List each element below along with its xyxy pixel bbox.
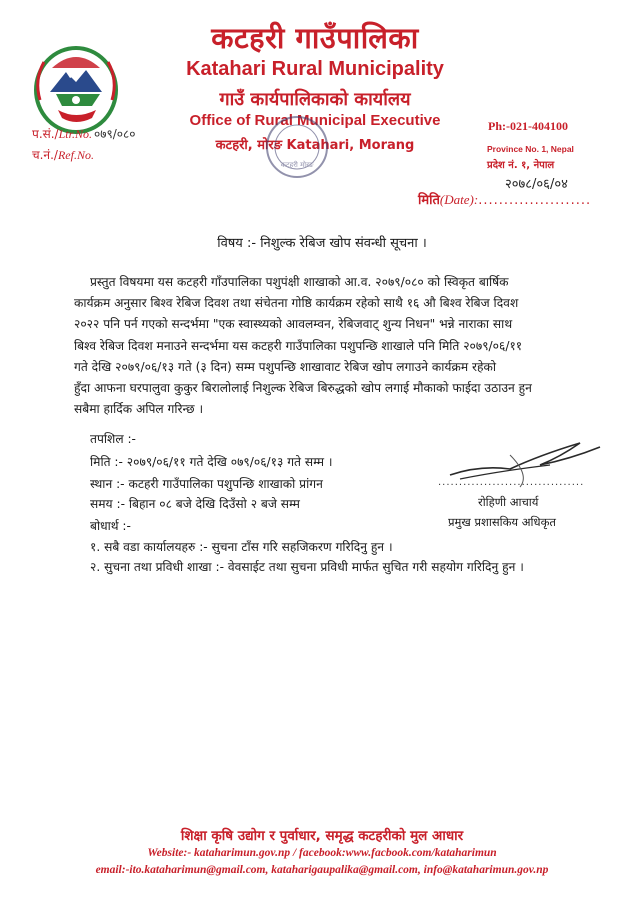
phone-number: Ph:-021-404100: [488, 119, 568, 133]
letter-number-label-np: प.सं./: [32, 127, 59, 141]
cc-heading: बोधार्थ :-: [90, 519, 131, 533]
signatory-name: रोहिणी आचार्य: [478, 495, 539, 509]
date-label-np: मिति: [418, 193, 440, 208]
paragraph-line: गते देखि २०७९/०६/१३ गते (३ दिन) सम्म पशुपन्छि शाखावाट रेबिज खोप लगाउने कार्यक्रम रहेको: [74, 359, 496, 374]
reference-number-label-en: Ref.No.: [57, 148, 94, 162]
letter-number-row: [32, 125, 135, 142]
office-title-np: गाउँ कार्यपालिकाको कार्यालय: [219, 89, 411, 110]
stamp-text: कटहरी मोरङ: [280, 161, 314, 169]
footer-tagline: शिक्षा कृषि उद्योग र पुर्वाधार, समृद्ध कटहरीको मुल आधार: [180, 828, 464, 844]
details-heading: तपशिल :-: [90, 432, 136, 446]
event-time: समय :- बिहान ०८ बजे देखि दिउँसो २ बजे सम्म: [90, 497, 300, 511]
paragraph-line: सबैमा हार्दिक अपिल गरिन्छ ।: [74, 402, 204, 417]
cc-item-ward-offices: १. सबै वडा कार्यालयहरु :- सुचना टाँस गरि सहजिकरण गरिदिनु हुन ।: [90, 540, 393, 554]
letter-number-value: ०७९/०८०: [93, 127, 136, 141]
subject-line: विषय :- निशुल्क रेबिज खोप संवन्धी सूचना ।: [217, 236, 427, 251]
paragraph-line: हुँदा आफना घरपालुवा कुकुर बिरालोलाई निशुल्क रेबिज बिरुद्धको खोप लगाई मौकाको फाईदा उठाउन हुन: [74, 381, 532, 396]
paragraph-line: २०२२ पनि पर्न गएको सन्दर्भमा "एक स्वास्थ्यको आवलम्वन, रेबिजवाट् शुन्य निधन" भन्ने नाराका साथ: [74, 317, 513, 332]
reference-number-row: [32, 146, 94, 163]
municipality-title-en: Katahari Rural Municipality: [186, 58, 444, 80]
letter-number-label-en: Ltr.No.: [58, 127, 92, 141]
event-date: मिति :- २०७९/०६/११ गते देखि ०७९/०६/१३ गते सम्म ।: [90, 455, 333, 469]
paragraph-line: कार्यक्रम अनुसार बिश्व रेबिज दिवश तथा संचेतना गोष्ठि कार्यक्रम रहेको साथै १६ औ बिश्व रेबिज दिवश: [74, 296, 519, 311]
paragraph-line: बिश्व रेबिज दिवश मनाउने सन्दर्भमा यस कटहरी गाउँपालिका पशुपन्छि शाखाले पनि मिति २०७९/०६/११: [74, 338, 523, 353]
footer-website: Website:- kataharimun.gov.np / facebook:www.facbook.com/kataharimun: [147, 847, 497, 859]
date-value: २०७८/०६/०४: [505, 177, 568, 192]
date-label-row: [418, 190, 591, 208]
date-label-en: (Date):: [439, 192, 479, 207]
event-venue: स्थान :- कटहरी गाउँपालिका पशुपन्छि शाखाको प्रांगन: [90, 477, 323, 491]
signatory-title: प्रमुख प्रशासकिय अधिकृत: [448, 515, 556, 529]
signature-dots: ...................................: [438, 477, 585, 488]
reference-number-label-np: च.नं./: [32, 148, 58, 162]
office-title-en: Office of Rural Municipal Executive: [189, 112, 441, 129]
notice-paragraph: [74, 272, 610, 420]
nepal-emblem-icon: [30, 40, 122, 138]
province-en: Province No. 1, Nepal: [487, 144, 574, 154]
date-dots: ......................: [478, 193, 592, 208]
municipality-title-np: कटहरी गाउँपालिका: [211, 21, 419, 55]
province-np: प्रदेश नं. १, नेपाल: [487, 160, 555, 171]
paragraph-line: प्रस्तुत विषयमा यस कटहरी गाँउपालिका पशुपंक्षी शाखाको आ.व. २०७९/०८० को स्विकृत बार्षिक: [90, 275, 509, 289]
cc-item-it-section: २. सुचना तथा प्रविधी शाखा :- वेवसाईट तथा सुचना प्रविधी मार्फत सुचित गरी सहयोग गरिदिनु हुन ।: [90, 560, 524, 574]
office-address: कटहरी, मोरङ Katahari, Morang: [215, 138, 415, 153]
office-stamp-icon: [262, 112, 332, 182]
footer-email: email:-ito.kataharimun@gmail.com, kataharigaupalika@gmail.com, info@kataharimun.gov.np: [95, 864, 549, 876]
